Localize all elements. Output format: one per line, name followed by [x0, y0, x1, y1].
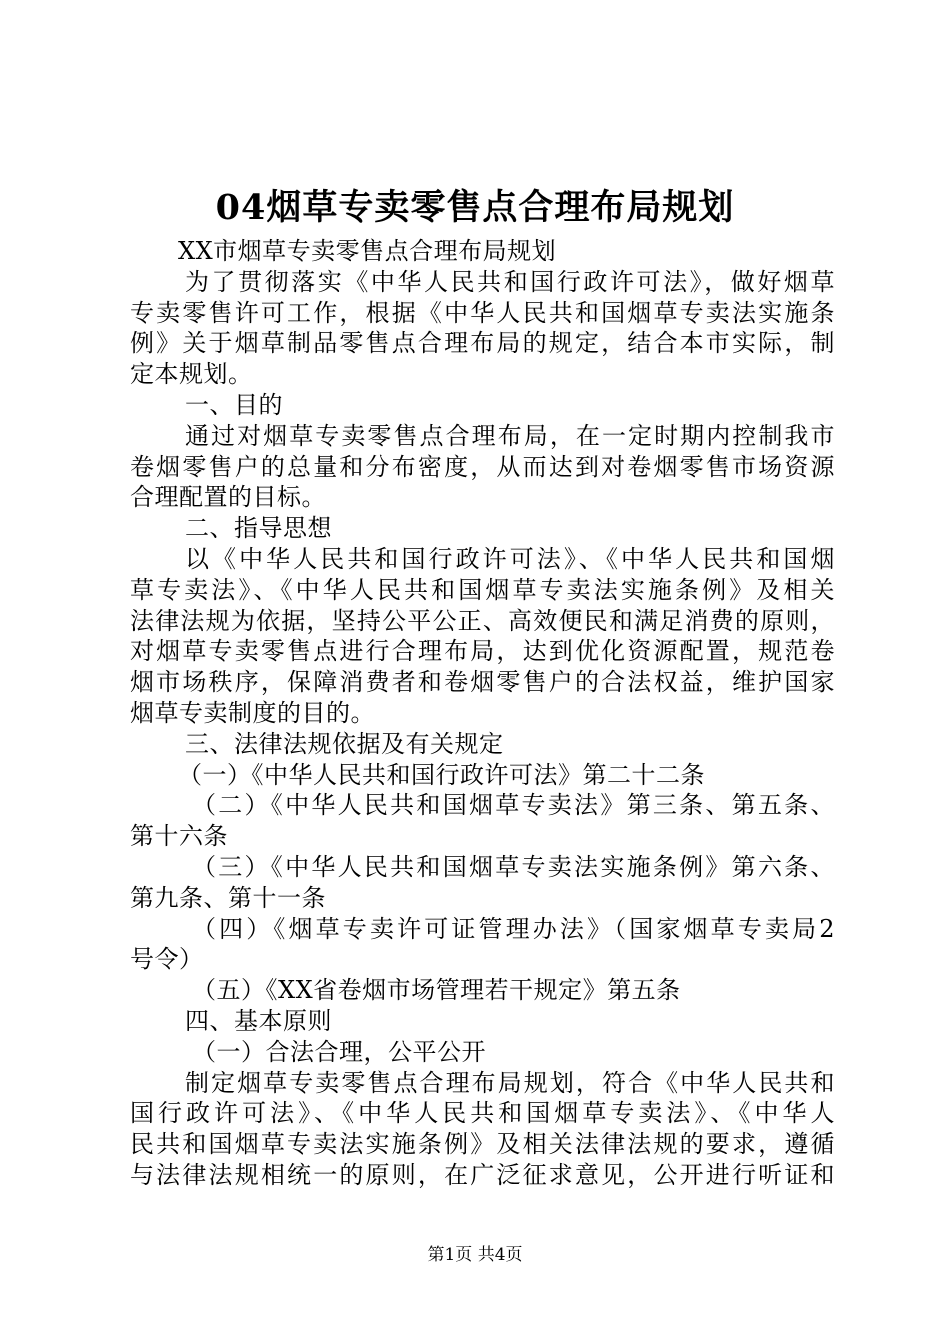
paragraph-line: 与法律法规相统一的原则，在广泛征求意见，公开进行听证和 [130, 1160, 835, 1189]
section-heading: 一、目的 [185, 390, 283, 419]
paragraph-line: XX市烟草专卖零售点合理布局规划 [178, 237, 557, 265]
paragraph-line: 卷烟零售户的总量和分布密度，从而达到对卷烟零售市场资源 [130, 452, 835, 481]
document-title: 04烟草专卖零售点合理布局规划 [215, 187, 735, 228]
paragraph-line: 例》关于烟草制品零售点合理布局的规定，结合本市实际，制 [130, 329, 835, 358]
section-heading: 四、基本原则 [185, 1006, 332, 1035]
paragraph-line: 通过对烟草专卖零售点合理布局，在一定时期内控制我市 [185, 421, 835, 450]
paragraph-line: 定本规划。 [130, 360, 253, 389]
paragraph-line: 法律法规为依据，坚持公平公正、高效便民和满足消费的原则， [130, 606, 835, 635]
section-heading: 三、法律法规依据及有关规定 [185, 729, 504, 758]
list-item: （三）《中华人民共和国烟草专卖法实施条例》第六条、 [192, 852, 835, 881]
paragraph-line: 对烟草专卖零售点进行合理布局，达到优化资源配置，规范卷 [130, 637, 835, 666]
list-item-continued: 第九条、第十一条 [130, 883, 326, 912]
page-footer: 第1页 共4页 [427, 1245, 523, 1265]
subsection-heading: （一）合法合理，公平公开 [192, 1037, 486, 1066]
list-item-continued: 第十六条 [130, 822, 228, 851]
paragraph-line: 烟市场秩序，保障消费者和卷烟零售户的合法权益，维护国家 [130, 668, 835, 697]
paragraph-line: 合理配置的目标。 [130, 483, 326, 512]
list-item: （一）《中华人民共和国行政许可法》第二十二条 [178, 760, 705, 789]
paragraph-line: 制定烟草专卖零售点合理布局规划，符合《中华人民共和 [185, 1068, 835, 1097]
paragraph-line: 国行政许可法》、《中华人民共和国烟草专卖法》、《中华人 [130, 1099, 835, 1128]
list-item: （四）《烟草专卖许可证管理办法》（国家烟草专卖局2 [192, 914, 835, 943]
paragraph-line: 专卖零售许可工作，根据《中华人民共和国烟草专卖法实施条 [130, 298, 835, 327]
paragraph-line: 以《中华人民共和国行政许可法》、《中华人民共和国烟 [185, 544, 835, 573]
list-item: （五）《XX省卷烟市场管理若干规定》第五条 [192, 976, 681, 1005]
paragraph-line: 民共和国烟草专卖法实施条例》及相关法律法规的要求，遵循 [130, 1130, 835, 1159]
paragraph-line: 草专卖法》、《中华人民共和国烟草专卖法实施条例》及相关 [130, 575, 835, 604]
list-item-continued: 号令） [130, 945, 204, 974]
paragraph-line: 烟草专卖制度的目的。 [130, 698, 375, 727]
document-body [130, 236, 835, 1191]
paragraph-line: 为了贯彻落实《中华人民共和国行政许可法》，做好烟草 [185, 267, 835, 296]
section-heading: 二、指导思想 [185, 514, 332, 543]
list-item: （二）《中华人民共和国烟草专卖法》第三条、第五条、 [192, 791, 835, 820]
